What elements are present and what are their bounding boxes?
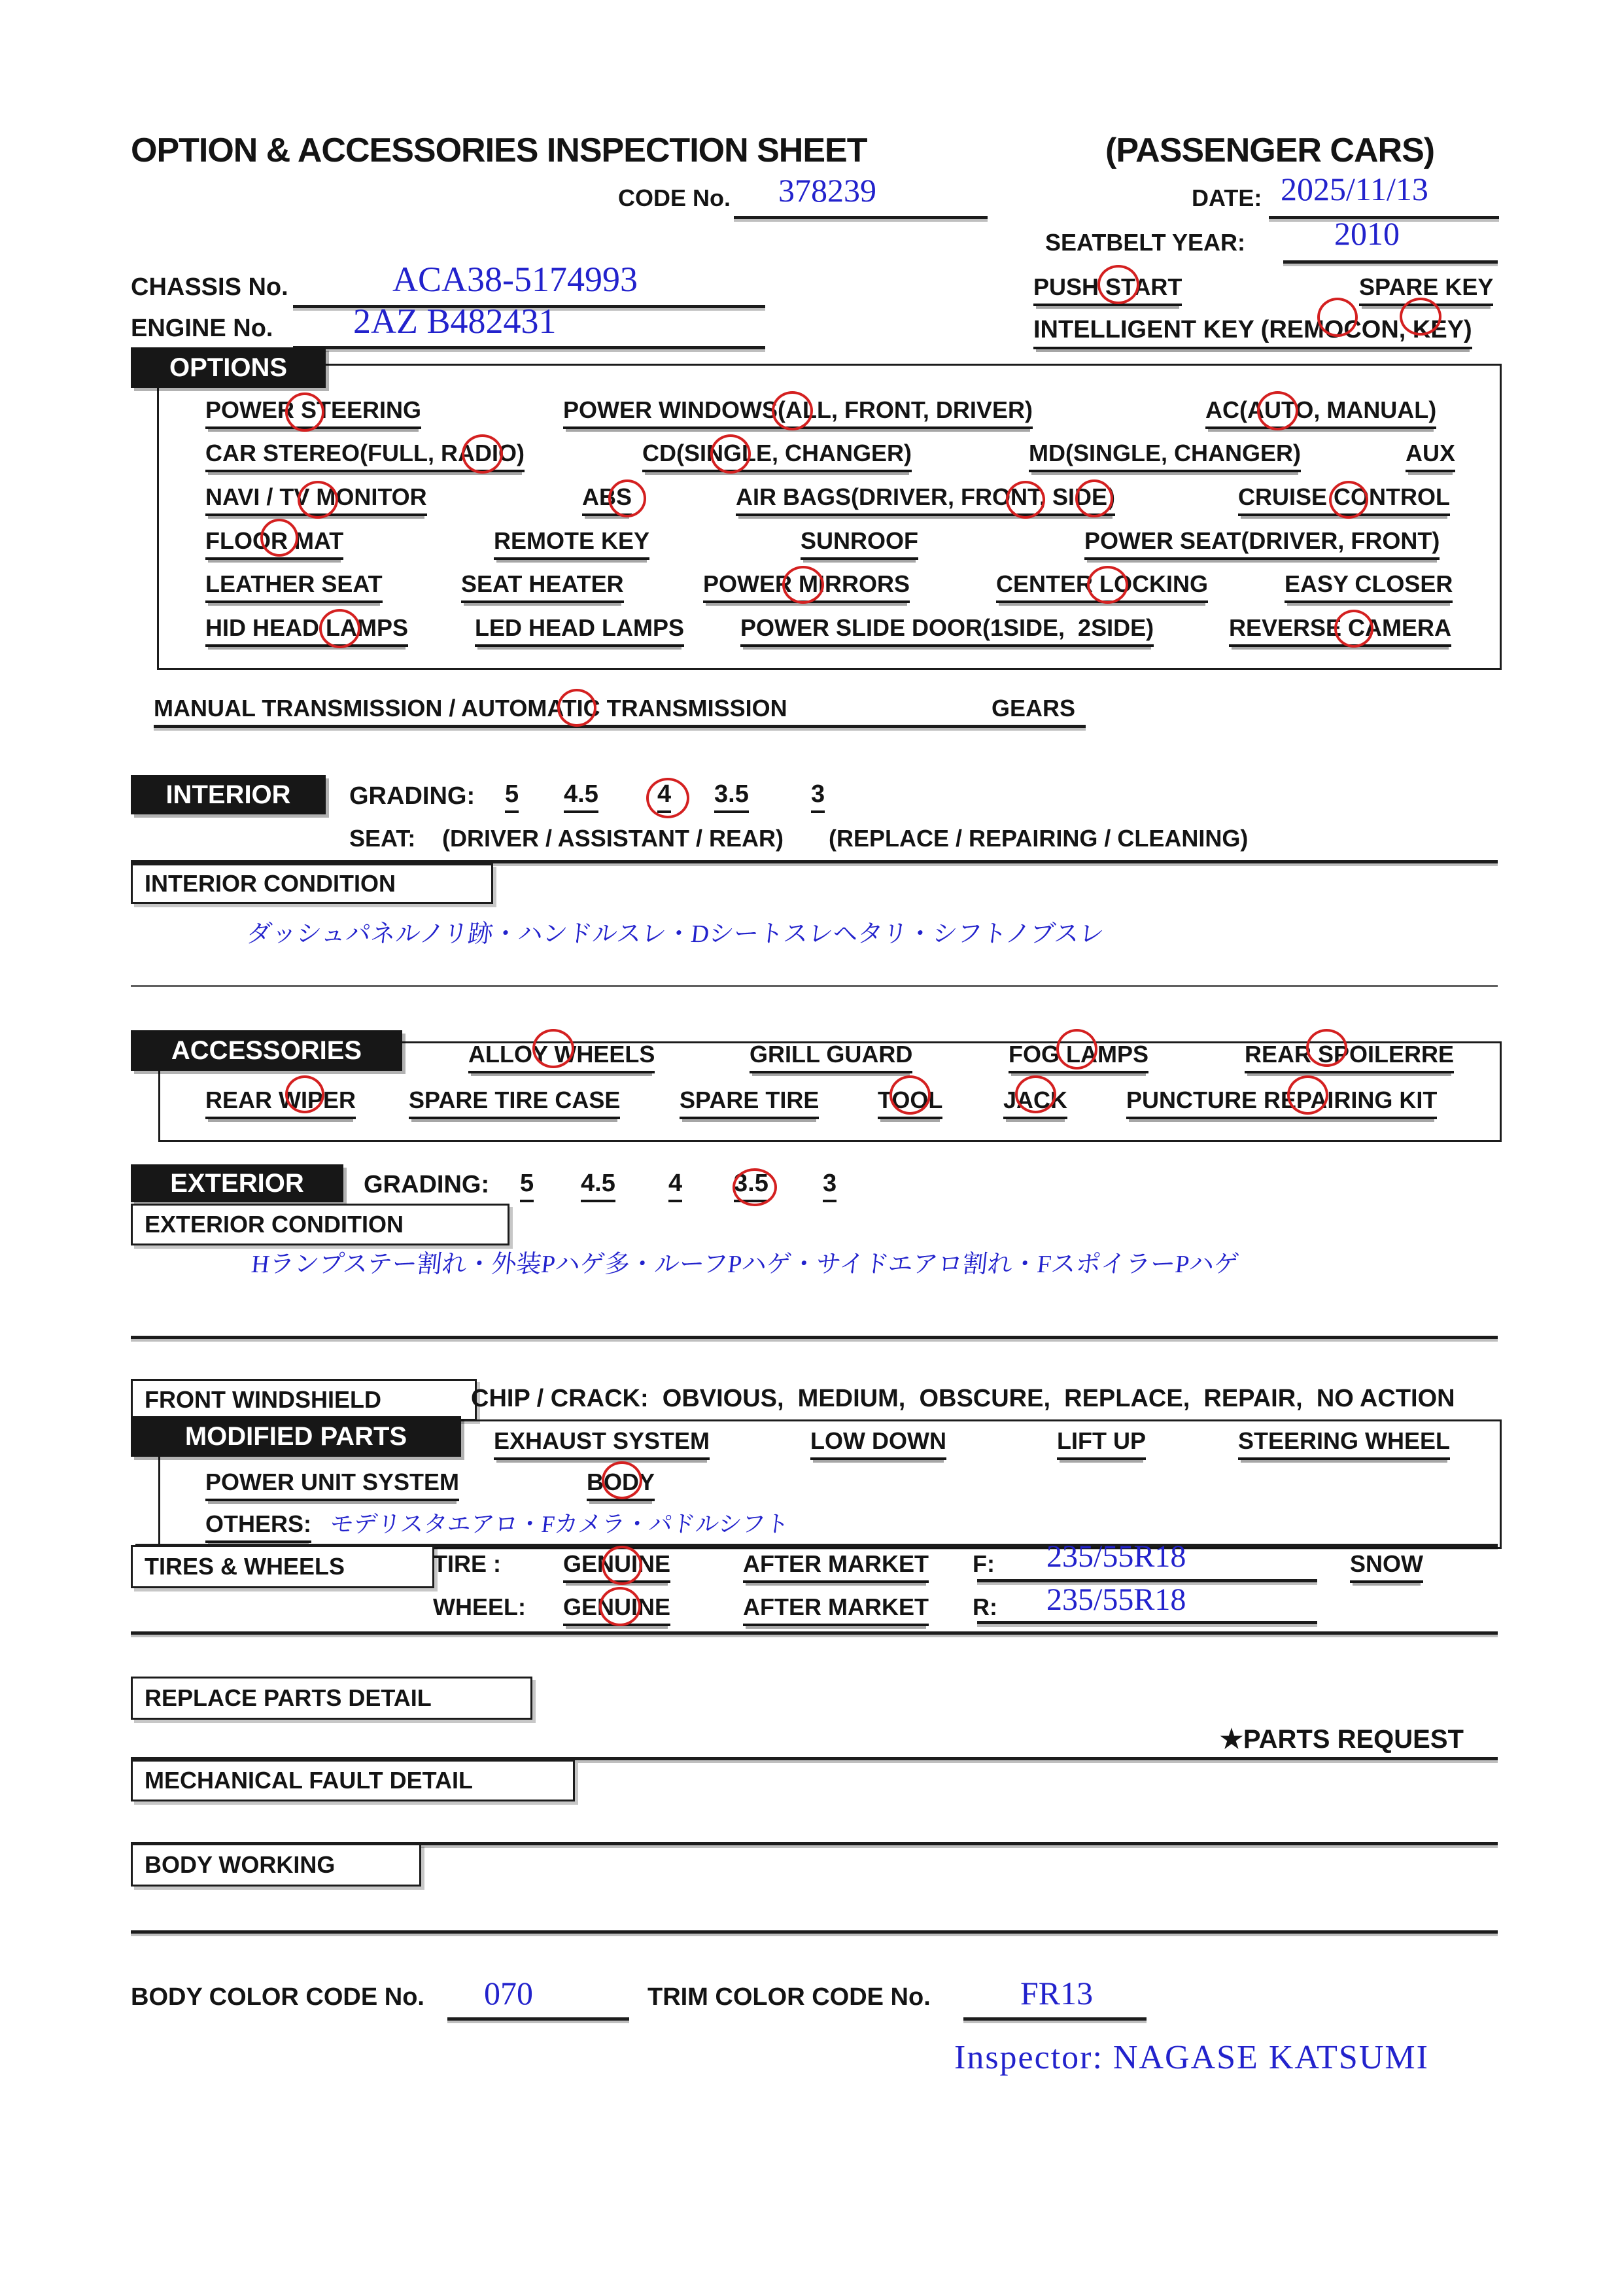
option-power-seat: POWER SEAT(DRIVER, FRONT) (1084, 527, 1440, 560)
spare-key-label: SPARE KEY (1359, 273, 1493, 306)
body-color-value: 070 (484, 1975, 533, 2011)
circle-center-locking (1087, 566, 1128, 604)
code-underline (734, 216, 988, 219)
circle-power-steering (285, 392, 324, 432)
trim-color-label: TRIM COLOR CODE No. (647, 1983, 931, 2011)
date-label: DATE: (1192, 184, 1262, 211)
circle-power-mirrors (782, 566, 824, 604)
tire-front-value: 235/55R18 (1046, 1539, 1186, 1574)
date-value: 2025/11/13 (1281, 171, 1428, 207)
circle-hid-head-lamps (319, 609, 360, 648)
seatbelt-label: SEATBELT YEAR: (1045, 229, 1246, 256)
circle-tool (889, 1075, 931, 1115)
accessory-spare-tire-case: SPARE TIRE CASE (409, 1087, 620, 1119)
modified-steering-wheel: STEERING WHEEL (1238, 1427, 1450, 1460)
exterior-grade-3-5: 3.5 (734, 1170, 768, 1202)
circle-fog-lamps (1056, 1029, 1097, 1070)
accessory-rear-wiper: REAR WIPER (205, 1087, 356, 1119)
page-title: OPTION & ACCESSORIES INSPECTION SHEET (131, 131, 867, 169)
exterior-grade-4-5: 4.5 (581, 1170, 615, 1202)
exterior-bottom-line (131, 1336, 1498, 1339)
transmission-label: MANUAL TRANSMISSION / AUTOMATIC TRANSMISSION (154, 695, 787, 722)
modified-body: BODY (587, 1469, 655, 1501)
seat-actions: (REPLACE / REPAIRING / CLEANING) (829, 825, 1249, 852)
tire-after-market-label: AFTER MARKET (743, 1550, 929, 1583)
interior-grade-3-5: 3.5 (714, 780, 749, 813)
accessory-spare-tire: SPARE TIRE (680, 1087, 819, 1119)
circle-tire-genuine (602, 1546, 642, 1585)
trim-color-value: FR13 (1020, 1975, 1094, 2011)
circle-power-windows-all (772, 391, 813, 430)
accessories-section-header: ACCESSORIES (131, 1030, 402, 1071)
option-md: MD(SINGLE, CHANGER) (1029, 440, 1301, 472)
exterior-grade-5: 5 (520, 1170, 534, 1202)
circle-intelligent-key-remocon (1317, 298, 1358, 337)
circle-rear-spoiler (1306, 1029, 1347, 1067)
tire-front-label: F: (973, 1550, 995, 1577)
accessory-rear-spoiler: REAR SPOILERRE (1245, 1041, 1454, 1073)
body-color-label: BODY COLOR CODE No. (131, 1983, 424, 2011)
exterior-grade-4: 4 (668, 1170, 682, 1202)
option-ac: AC(AUTO, MANUAL) (1205, 396, 1436, 429)
inspector-signature: Inspector: NAGASE KATSUMI (954, 2039, 1429, 2076)
chassis-value: ACA38-5174993 (392, 260, 638, 299)
option-power-mirrors: POWER MIRRORS (703, 570, 910, 603)
body-color-underline (447, 2017, 629, 2021)
page-subtitle: (PASSENGER CARS) (1105, 131, 1435, 169)
option-aux: AUX (1406, 440, 1455, 472)
seatbelt-value: 2010 (1334, 215, 1400, 252)
option-sunroof: SUNROOF (801, 527, 918, 560)
wheel-rear-underline (977, 1621, 1317, 1624)
push-start-label: PUSH START (1033, 273, 1182, 306)
windshield-options: CHIP / CRACK: OBVIOUS, MEDIUM, OBSCURE, REPLACE, REPAIR, NO ACTION (471, 1385, 1455, 1412)
circle-jack (1015, 1075, 1056, 1113)
option-power-windows: POWER WINDOWS(ALL, FRONT, DRIVER) (563, 396, 1033, 429)
circle-interior-grade-4 (646, 778, 689, 818)
mechanical-fault-header: MECHANICAL FAULT DETAIL (131, 1760, 575, 1801)
circle-abs (608, 479, 646, 517)
modified-lift-up: LIFT UP (1057, 1427, 1146, 1460)
exterior-grading-label: GRADING: (364, 1171, 490, 1198)
interior-condition-header: INTERIOR CONDITION (131, 863, 493, 904)
body-working-bottom-line (131, 1930, 1498, 1934)
option-power-slide-door: POWER SLIDE DOOR(1SIDE, 2SIDE) (740, 614, 1154, 647)
wheel-rear-label: R: (973, 1593, 997, 1620)
interior-grading-label: GRADING: (349, 782, 475, 810)
accessory-fog-lamps: FOG LAMPS (1009, 1041, 1148, 1073)
circle-puncture-repairing-kit (1287, 1075, 1328, 1115)
option-seat-heater: SEAT HEATER (461, 570, 624, 603)
wheel-rear-value: 235/55R18 (1046, 1582, 1186, 1617)
option-navi-tv-monitor: NAVI / TV MONITOR (205, 483, 427, 516)
circle-floor-mat (260, 519, 298, 557)
interior-grade-4-5: 4.5 (564, 780, 598, 813)
option-easy-closer: EASY CLOSER (1285, 570, 1453, 603)
circle-car-stereo-radio (462, 434, 503, 474)
interior-grade-5: 5 (505, 780, 519, 813)
code-value: 378239 (778, 172, 876, 209)
seat-label: SEAT: (349, 825, 416, 852)
tires-section-header: TIRES & WHEELS (131, 1545, 434, 1588)
circle-exterior-grade-3-5 (733, 1168, 777, 1206)
circle-ac-auto (1257, 391, 1298, 430)
circle-intelligent-key-key (1400, 298, 1441, 336)
front-windshield-header: FRONT WINDSHIELD (131, 1379, 477, 1421)
accessory-puncture-repairing-kit: PUNCTURE REPAIRING KIT (1126, 1087, 1437, 1119)
circle-wheel-genuine (599, 1587, 641, 1626)
accessory-alloy-wheels: ALLOY WHEELS (468, 1041, 655, 1073)
option-leather-seat: LEATHER SEAT (205, 570, 383, 603)
option-hid-head-lamps: HID HEAD LAMPS (205, 614, 408, 647)
tire-label: TIRE : (433, 1550, 501, 1577)
accessory-grill-guard: GRILL GUARD (750, 1041, 912, 1073)
circle-automatic-transmission (557, 689, 596, 727)
engine-label: ENGINE No. (131, 315, 273, 342)
interior-grade-4: 4 (657, 780, 671, 813)
modified-others-label: OTHERS: (205, 1510, 311, 1543)
accessory-tool: TOOL (878, 1087, 942, 1119)
exterior-condition-header: EXTERIOR CONDITION (131, 1204, 509, 1245)
option-remote-key: REMOTE KEY (494, 527, 649, 560)
engine-underline (293, 346, 765, 349)
exterior-section-header: EXTERIOR (131, 1164, 343, 1202)
circle-cruise-control (1329, 481, 1368, 519)
gears-label: GEARS (992, 695, 1076, 722)
option-reverse-camera: REVERSE CAMERA (1229, 614, 1451, 647)
interior-section-header: INTERIOR (131, 775, 326, 814)
seat-positions: (DRIVER / ASSISTANT / REAR) (442, 825, 784, 852)
engine-value: 2AZ B482431 (353, 302, 557, 341)
circle-cd-single (710, 434, 751, 474)
circle-airbags-side (1075, 479, 1113, 517)
exterior-grade-3: 3 (823, 1170, 837, 1202)
interior-condition-note: ダッシュパネルノリ跡・ハンドルスレ・Dシートスレヘタリ・シフトノブスレ (245, 920, 1106, 948)
option-center-locking: CENTER LOCKING (996, 570, 1208, 603)
circle-navi-tv (298, 481, 338, 519)
replace-parts-header: REPLACE PARTS DETAIL (131, 1677, 532, 1720)
option-air-bags: AIR BAGS(DRIVER, FRONT, SIDE) (736, 483, 1115, 516)
circle-push-start (1097, 265, 1139, 304)
option-power-steering: POWER STEERING (205, 396, 421, 429)
parts-request-label: ★PARTS REQUEST (1220, 1725, 1464, 1754)
circle-alloy-wheels (532, 1029, 574, 1068)
trim-color-underline (963, 2017, 1147, 2021)
code-label: CODE No. (618, 184, 731, 211)
circle-modified-body (602, 1461, 642, 1499)
option-floor-mat: FLOOR MAT (205, 527, 343, 560)
wheel-after-market-label: AFTER MARKET (743, 1593, 929, 1626)
exterior-condition-note: Hランプステー割れ・外装Pハゲ多・ルーフPハゲ・サイドエアロ割れ・FスポイラーPハゲ (250, 1251, 1241, 1278)
transmission-underline (154, 725, 1086, 728)
option-led-head-lamps: LED HEAD LAMPS (475, 614, 684, 647)
option-car-stereo: CAR STEREO(FULL, RADIO) (205, 440, 525, 472)
interior-grade-3: 3 (811, 780, 825, 813)
option-abs: ABS (582, 483, 632, 516)
tire-genuine-label: GENUINE (563, 1550, 670, 1583)
chassis-label: CHASSIS No. (131, 273, 288, 301)
modified-power-unit-system: POWER UNIT SYSTEM (205, 1469, 459, 1501)
modified-low-down: LOW DOWN (810, 1427, 946, 1460)
intelligent-key-label: INTELLIGENT KEY (REMOCON, KEY) (1033, 316, 1472, 349)
modified-section-header: MODIFIED PARTS (131, 1416, 461, 1457)
circle-reverse-camera (1334, 610, 1373, 648)
seatbelt-underline (1283, 260, 1498, 264)
modified-exhaust-system: EXHAUST SYSTEM (494, 1427, 710, 1460)
circle-airbags-front (1006, 481, 1045, 519)
option-cd: CD(SINGLE, CHANGER) (642, 440, 912, 472)
wheel-genuine-label: GENUINE (563, 1593, 670, 1626)
interior-bottom-line (131, 985, 1498, 987)
accessory-jack: JACK (1003, 1087, 1067, 1119)
option-cruise-control: CRUISE CONTROL (1238, 483, 1450, 516)
tires-bottom-line (131, 1631, 1498, 1635)
circle-rear-wiper (285, 1075, 324, 1113)
body-working-header: BODY WORKING (131, 1843, 421, 1887)
options-section-header: OPTIONS (131, 347, 326, 388)
wheel-label: WHEEL: (433, 1593, 526, 1620)
modified-others-value: モデリスタエアロ・Fカメラ・パドルシフト (328, 1511, 791, 1537)
tire-snow-label: SNOW (1350, 1550, 1423, 1583)
